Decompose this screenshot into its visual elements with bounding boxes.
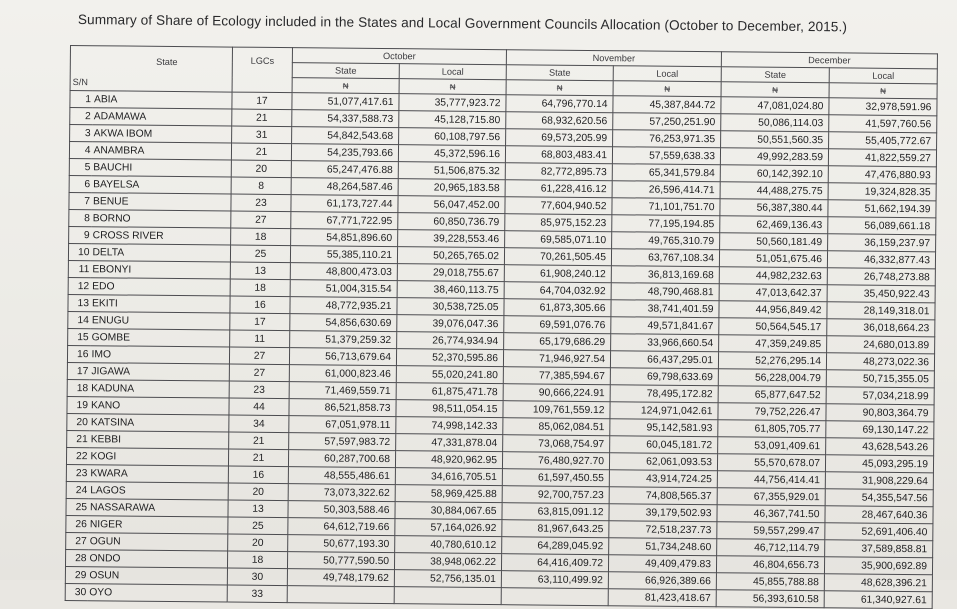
row-nov-state: 92,700,757.23 <box>502 486 609 504</box>
row-nov-state: 76,480,927.70 <box>502 452 609 470</box>
row-nov-state: 69,591,076.76 <box>504 316 611 334</box>
row-dec-state: 62,469,136.43 <box>720 216 828 234</box>
row-sn: 19 <box>67 396 89 413</box>
row-dec-state: 47,013,642.37 <box>719 284 827 302</box>
row-sn: 20 <box>67 413 89 430</box>
row-state: NASSARAWA <box>88 499 228 517</box>
row-nov-local: 57,559,638.33 <box>612 147 720 165</box>
row-oct-local: 51,506,875.32 <box>398 162 505 180</box>
header-oct-state: State <box>292 63 399 79</box>
row-state: KADUNA <box>89 380 229 398</box>
row-oct-state: 51,004,315.54 <box>290 280 397 298</box>
header-dec-local: Local <box>829 68 937 84</box>
row-nov-local: 57,250,251.90 <box>613 113 721 131</box>
row-dec-local: 35,450,922.43 <box>827 285 935 303</box>
row-dec-local: 32,978,591.96 <box>829 98 937 116</box>
row-nov-state: 69,585,071.10 <box>505 231 612 249</box>
row-sn: 8 <box>69 209 91 226</box>
row-oct-local: 60,850,736.79 <box>398 213 505 231</box>
row-oct-local: 60,108,797.56 <box>399 128 506 146</box>
row-oct-local: 40,780,610.12 <box>395 536 502 554</box>
row-oct-local: 52,370,595.86 <box>396 349 503 367</box>
row-nov-local: 66,437,295.01 <box>610 351 718 369</box>
row-nov-state: 85,975,152.23 <box>505 214 612 232</box>
row-oct-local: 35,777,923.72 <box>399 94 506 112</box>
row-dec-state: 50,564,545.17 <box>719 318 827 336</box>
row-lgcs: 30 <box>227 568 287 586</box>
row-oct-local: 74,998,142.33 <box>396 417 503 435</box>
currency-symbol: ₦ <box>613 81 721 97</box>
row-oct-local: 52,756,135.01 <box>394 570 501 588</box>
row-oct-local: 20,965,183.58 <box>398 179 505 197</box>
row-nov-local: 81,423,418.67 <box>608 589 716 607</box>
row-dec-local: 41,597,760.56 <box>829 115 937 133</box>
row-nov-local: 26,596,414.71 <box>612 181 720 199</box>
row-sn: 4 <box>69 142 91 159</box>
row-oct-state: 48,264,587.46 <box>291 178 398 196</box>
row-nov-state: 61,597,450.55 <box>502 469 609 487</box>
row-state: CROSS RIVER <box>91 227 231 245</box>
row-sn: 12 <box>68 277 90 294</box>
row-sn: 29 <box>65 566 87 583</box>
row-oct-state: 48,555,486.61 <box>288 467 395 485</box>
header-sn: S/N <box>72 77 89 88</box>
row-lgcs: 21 <box>229 432 289 450</box>
row-oct-local: 39,076,047.36 <box>397 315 504 333</box>
header-month-december: December <box>721 52 937 69</box>
row-oct-state: 51,379,259.32 <box>290 331 397 349</box>
row-oct-local: 61,875,471.78 <box>396 383 503 401</box>
row-oct-local: 30,538,725.05 <box>397 298 504 316</box>
currency-symbol: ₦ <box>292 78 399 94</box>
row-state: BAUCHI <box>91 159 231 177</box>
row-dec-state: 56,393,610.58 <box>716 590 824 608</box>
row-nov-local: 60,045,181.72 <box>610 436 718 454</box>
page-title: Summary of Share of Ecology included in the States and Local Government Councils Allocation (October to December, 2015.) <box>77 12 848 35</box>
row-lgcs: 20 <box>228 483 288 501</box>
row-dec-local: 28,467,640.36 <box>825 506 933 524</box>
row-oct-state: 54,856,630.69 <box>290 314 397 332</box>
row-sn: 14 <box>68 311 90 328</box>
row-sn: 18 <box>67 379 89 396</box>
row-state: BORNO <box>91 210 231 228</box>
row-dec-local: 26,748,273.88 <box>827 268 935 286</box>
row-nov-state: 109,761,559.12 <box>503 401 610 419</box>
row-sn: 10 <box>68 243 90 260</box>
row-dec-local: 31,908,229.64 <box>825 472 933 490</box>
row-nov-local: 33,966,660.54 <box>611 334 719 352</box>
row-sn: 5 <box>69 158 91 175</box>
row-sn: 7 <box>69 192 91 209</box>
header-lgcs: LGCs <box>232 47 292 93</box>
row-oct-state: 60,287,700.68 <box>288 450 395 468</box>
row-oct-state: 71,469,559.71 <box>289 382 396 400</box>
row-sn: 28 <box>65 549 87 566</box>
row-oct-local: 47,331,878.04 <box>396 434 503 452</box>
row-nov-local: 51,734,248.60 <box>609 538 717 556</box>
row-oct-state: 54,851,896.60 <box>291 229 398 247</box>
row-lgcs: 25 <box>228 517 288 535</box>
row-oct-local: 26,774,934.94 <box>397 332 504 350</box>
row-nov-state: 68,932,620.56 <box>506 112 613 130</box>
row-nov-state: 65,179,686.29 <box>504 333 611 351</box>
row-dec-local: 24,680,013.89 <box>827 336 935 354</box>
row-lgcs: 31 <box>232 126 292 144</box>
row-nov-state: 69,573,205.99 <box>506 129 613 147</box>
header-nov-state: State <box>506 65 613 81</box>
row-state: KEBBI <box>89 431 229 449</box>
row-state: KOGI <box>88 448 228 466</box>
row-sn: 25 <box>66 498 88 515</box>
row-dec-local: 50,715,355.05 <box>826 370 934 388</box>
currency-symbol: ₦ <box>829 83 937 99</box>
row-nov-state: 63,110,499.92 <box>501 571 608 589</box>
row-dec-state: 49,992,283.59 <box>720 148 828 166</box>
row-oct-state: 65,247,476.88 <box>291 161 398 179</box>
row-dec-local: 43,628,543.26 <box>826 438 934 456</box>
row-dec-state: 56,228,004.79 <box>718 369 826 387</box>
row-oct-local <box>394 587 501 605</box>
row-oct-state: 51,077,417.61 <box>292 93 399 111</box>
row-nov-state: 64,289,045.92 <box>502 537 609 555</box>
row-dec-state: 44,956,849.42 <box>719 301 827 319</box>
row-nov-local: 124,971,042.61 <box>610 402 718 420</box>
row-lgcs: 25 <box>230 245 290 263</box>
row-lgcs: 21 <box>231 143 291 161</box>
row-dec-local: 48,628,396.21 <box>824 574 932 592</box>
row-nov-state: 85,062,084.51 <box>503 418 610 436</box>
row-state: OYO <box>87 584 227 602</box>
row-oct-local: 56,047,452.00 <box>398 196 505 214</box>
row-oct-state: 73,073,322.62 <box>288 484 395 502</box>
row-sn: 1 <box>70 91 92 108</box>
row-oct-state: 49,748,179.62 <box>287 569 394 587</box>
row-sn: 6 <box>69 175 91 192</box>
row-nov-state: 64,416,409.72 <box>501 554 608 572</box>
row-sn: 30 <box>65 583 87 600</box>
row-state: NIGER <box>88 516 228 534</box>
row-dec-state: 55,570,678.07 <box>717 454 825 472</box>
row-nov-state: 61,873,305.66 <box>504 299 611 317</box>
row-nov-local: 39,179,502.93 <box>609 504 717 522</box>
row-oct-local: 34,616,705.51 <box>395 468 502 486</box>
row-nov-state: 64,704,032.92 <box>504 282 611 300</box>
row-sn: 2 <box>70 108 92 125</box>
row-nov-local: 63,767,108.34 <box>611 249 719 267</box>
row-oct-state: 48,800,473.03 <box>290 263 397 281</box>
row-oct-local: 39,228,553.46 <box>398 230 505 248</box>
row-nov-local: 62,061,093.53 <box>609 453 717 471</box>
row-lgcs: 16 <box>228 466 288 484</box>
header-oct-local: Local <box>399 64 506 80</box>
row-state: LAGOS <box>88 482 228 500</box>
row-sn: 21 <box>67 430 89 447</box>
row-dec-local: 46,332,877.43 <box>827 251 935 269</box>
header-month-october: October <box>292 48 506 65</box>
row-state: ONDO <box>87 550 227 568</box>
row-oct-local: 30,884,067.65 <box>395 502 502 520</box>
row-lgcs: 23 <box>231 194 291 212</box>
row-nov-local: 78,495,172.82 <box>610 385 718 403</box>
row-dec-local: 36,018,664.23 <box>827 319 935 337</box>
row-state: ANAMBRA <box>91 142 231 160</box>
row-lgcs: 44 <box>229 398 289 416</box>
row-oct-local: 50,265,765.02 <box>397 247 504 265</box>
row-oct-local: 38,460,113.75 <box>397 281 504 299</box>
row-state: DELTA <box>90 244 230 262</box>
row-sn: 16 <box>67 345 89 362</box>
row-sn: 27 <box>66 532 88 549</box>
row-state: AKWA IBOM <box>92 125 232 143</box>
allocation-table <box>65 45 938 609</box>
row-dec-state: 52,276,295.14 <box>718 352 826 370</box>
row-lgcs: 18 <box>230 279 290 297</box>
row-lgcs: 27 <box>229 347 289 365</box>
row-oct-state: 57,597,983.72 <box>289 433 396 451</box>
allocation-table-container <box>65 45 938 609</box>
row-oct-state: 56,713,679.64 <box>289 348 396 366</box>
row-dec-local: 55,405,772.67 <box>829 132 937 150</box>
row-dec-state: 50,560,181.49 <box>720 233 828 251</box>
row-oct-local: 29,018,755.67 <box>397 264 504 282</box>
table-header <box>70 46 937 99</box>
row-dec-state: 79,752,226.47 <box>718 403 826 421</box>
row-lgcs: 18 <box>227 551 287 569</box>
row-lgcs: 11 <box>230 330 290 348</box>
row-oct-local: 48,920,962.95 <box>395 451 502 469</box>
row-lgcs: 17 <box>232 92 292 110</box>
row-dec-state: 46,804,656.73 <box>716 556 824 574</box>
row-dec-local: 51,662,194.39 <box>828 200 936 218</box>
row-dec-state: 44,756,414.41 <box>717 471 825 489</box>
row-nov-local: 69,798,633.69 <box>610 368 718 386</box>
row-nov-state: 81,967,643.25 <box>502 520 609 538</box>
row-dec-state: 61,805,705.77 <box>718 420 826 438</box>
row-sn: 9 <box>69 226 91 243</box>
row-sn: 15 <box>68 328 90 345</box>
row-lgcs: 21 <box>228 449 288 467</box>
header-state: State <box>156 56 178 68</box>
row-state: ADAMAWA <box>92 108 232 126</box>
row-dec-state: 60,142,392.10 <box>720 165 828 183</box>
row-oct-state <box>287 586 394 604</box>
row-oct-state: 86,521,858.73 <box>289 399 396 417</box>
row-state: BENUE <box>91 193 231 211</box>
row-state: IMO <box>89 346 229 364</box>
row-nov-state: 77,604,940.52 <box>505 197 612 215</box>
row-lgcs: 33 <box>227 585 287 603</box>
row-oct-state: 50,303,588.46 <box>288 501 395 519</box>
row-lgcs: 13 <box>228 500 288 518</box>
row-state: EDO <box>90 278 230 296</box>
row-state: EBONYI <box>90 261 230 279</box>
row-oct-state: 54,235,793.66 <box>291 144 398 162</box>
row-lgcs: 23 <box>229 381 289 399</box>
row-nov-local: 76,253,971.35 <box>613 130 721 148</box>
row-sn: 23 <box>66 464 88 481</box>
row-state: KATSINA <box>89 414 229 432</box>
currency-symbol: ₦ <box>399 79 506 95</box>
row-dec-state: 50,086,114.03 <box>721 114 829 132</box>
row-sn: 13 <box>68 294 90 311</box>
row-state: JIGAWA <box>89 363 229 381</box>
row-dec-state: 59,557,299.47 <box>717 522 825 540</box>
row-nov-local: 38,741,401.59 <box>611 300 719 318</box>
table-body <box>65 91 937 609</box>
row-nov-state: 61,228,416.12 <box>505 180 612 198</box>
row-nov-local: 45,387,844.72 <box>613 96 721 114</box>
row-nov-state: 64,796,770.14 <box>506 95 613 113</box>
currency-symbol: ₦ <box>721 82 829 98</box>
row-oct-state: 55,385,110.21 <box>290 246 397 264</box>
row-nov-local: 72,518,237.73 <box>609 521 717 539</box>
row-oct-state: 50,677,193.30 <box>288 535 395 553</box>
row-nov-state: 90,666,224.91 <box>503 384 610 402</box>
row-dec-state: 47,359,249.85 <box>719 335 827 353</box>
row-dec-local: 57,034,218.99 <box>826 387 934 405</box>
row-nov-local: 77,195,194.85 <box>612 215 720 233</box>
row-dec-local: 56,089,661.18 <box>828 217 936 235</box>
row-dec-state: 44,982,232.63 <box>719 267 827 285</box>
row-nov-state: 71,946,927.54 <box>503 350 610 368</box>
row-oct-state: 61,000,823.46 <box>289 365 396 383</box>
row-oct-state: 67,051,978.11 <box>289 416 396 434</box>
row-dec-local: 19,324,828.35 <box>828 183 936 201</box>
row-nov-state <box>501 588 608 606</box>
row-dec-local: 69,130,147.22 <box>826 421 934 439</box>
row-lgcs: 21 <box>232 109 292 127</box>
row-sn: 22 <box>66 447 88 464</box>
row-oct-state: 54,842,543.68 <box>292 127 399 145</box>
row-dec-state: 56,387,380.44 <box>720 199 828 217</box>
row-oct-state: 54,337,588.73 <box>292 110 399 128</box>
row-sn: 24 <box>66 481 88 498</box>
row-lgcs: 34 <box>229 415 289 433</box>
row-dec-local: 61,340,927.61 <box>824 591 932 609</box>
row-oct-local: 55,020,241.80 <box>396 366 503 384</box>
row-state: BAYELSA <box>91 176 231 194</box>
header-dec-state: State <box>721 67 829 83</box>
row-dec-local: 37,589,858.81 <box>825 540 933 558</box>
row-oct-local: 45,128,715.80 <box>399 111 506 129</box>
row-dec-local: 52,691,406.40 <box>825 523 933 541</box>
row-dec-state: 46,367,741.50 <box>717 505 825 523</box>
row-sn: 3 <box>70 125 92 142</box>
row-sn: 26 <box>66 515 88 532</box>
row-nov-local: 49,409,479.83 <box>608 555 716 573</box>
row-nov-local: 48,790,468.81 <box>611 283 719 301</box>
row-nov-local: 49,571,841.67 <box>611 317 719 335</box>
row-dec-state: 53,091,409.61 <box>718 437 826 455</box>
row-lgcs: 18 <box>231 228 291 246</box>
row-state: EKITI <box>90 295 230 313</box>
currency-symbol: ₦ <box>506 80 613 96</box>
row-nov-local: 65,341,579.84 <box>612 164 720 182</box>
row-dec-local: 45,093,295.19 <box>825 455 933 473</box>
header-month-november: November <box>506 50 721 67</box>
row-state: ABIA <box>92 91 232 109</box>
row-nov-state: 82,772,895.73 <box>505 163 612 181</box>
row-oct-local: 57,164,026.92 <box>395 519 502 537</box>
row-dec-local: 41,822,559.27 <box>828 149 936 167</box>
row-state: KANO <box>89 397 229 415</box>
row-nov-local: 49,765,310.79 <box>612 232 720 250</box>
row-state: OSUN <box>87 567 227 585</box>
row-nov-state: 63,815,091.12 <box>502 503 609 521</box>
row-lgcs: 27 <box>229 364 289 382</box>
row-dec-local: 48,273,022.36 <box>826 353 934 371</box>
row-oct-state: 50,777,590.50 <box>287 552 394 570</box>
row-dec-state: 67,355,929.01 <box>717 488 825 506</box>
row-oct-state: 61,173,727.44 <box>291 195 398 213</box>
row-dec-state: 51,051,675.46 <box>719 250 827 268</box>
row-nov-local: 43,914,724.25 <box>609 470 717 488</box>
row-nov-local: 71,101,751.70 <box>612 198 720 216</box>
row-nov-local: 66,926,389.66 <box>608 572 716 590</box>
row-oct-state: 64,612,719.66 <box>288 518 395 536</box>
row-dec-state: 50,551,560.35 <box>721 131 829 149</box>
row-lgcs: 20 <box>228 534 288 552</box>
row-sn: 11 <box>68 260 90 277</box>
header-state-block <box>70 46 232 93</box>
row-lgcs: 17 <box>230 313 290 331</box>
row-dec-state: 44,488,275.75 <box>720 182 828 200</box>
row-dec-state: 46,712,114.79 <box>717 539 825 557</box>
row-state: OGUN <box>88 533 228 551</box>
row-lgcs: 16 <box>230 296 290 314</box>
row-sn: 17 <box>67 362 89 379</box>
row-oct-local: 45,372,596.16 <box>398 145 505 163</box>
row-oct-state: 67,771,722.95 <box>291 212 398 230</box>
row-state: KWARA <box>88 465 228 483</box>
header-nov-local: Local <box>613 66 721 82</box>
row-dec-state: 65,877,647.52 <box>718 386 826 404</box>
row-nov-state: 73,068,754.97 <box>503 435 610 453</box>
row-oct-local: 38,948,062.22 <box>394 553 501 571</box>
row-dec-state: 45,855,788.88 <box>716 573 824 591</box>
row-state: GOMBE <box>90 329 230 347</box>
row-lgcs: 20 <box>231 160 291 178</box>
row-nov-local: 95,142,581.93 <box>610 419 718 437</box>
row-oct-local: 98,511,054.15 <box>396 400 503 418</box>
row-dec-state: 47,081,024.80 <box>721 97 829 115</box>
row-dec-local: 28,149,318.01 <box>827 302 935 320</box>
row-nov-state: 77,385,594.67 <box>503 367 610 385</box>
row-nov-state: 68,803,483.41 <box>505 146 612 164</box>
row-oct-local: 58,969,425.88 <box>395 485 502 503</box>
row-oct-state: 48,772,935.21 <box>290 297 397 315</box>
row-nov-state: 70,261,505.45 <box>504 248 611 266</box>
row-nov-state: 61,908,240.12 <box>504 265 611 283</box>
row-nov-local: 36,813,169.68 <box>611 266 719 284</box>
row-dec-local: 35,900,692.89 <box>824 557 932 575</box>
row-nov-local: 74,808,565.37 <box>609 487 717 505</box>
row-dec-local: 90,803,364.79 <box>826 404 934 422</box>
row-dec-local: 36,159,237.97 <box>828 234 936 252</box>
row-dec-local: 47,476,880.93 <box>828 166 936 184</box>
row-dec-local: 54,355,547.56 <box>825 489 933 507</box>
row-lgcs: 27 <box>231 211 291 229</box>
row-lgcs: 13 <box>230 262 290 280</box>
row-lgcs: 8 <box>231 177 291 195</box>
row-state: ENUGU <box>90 312 230 330</box>
